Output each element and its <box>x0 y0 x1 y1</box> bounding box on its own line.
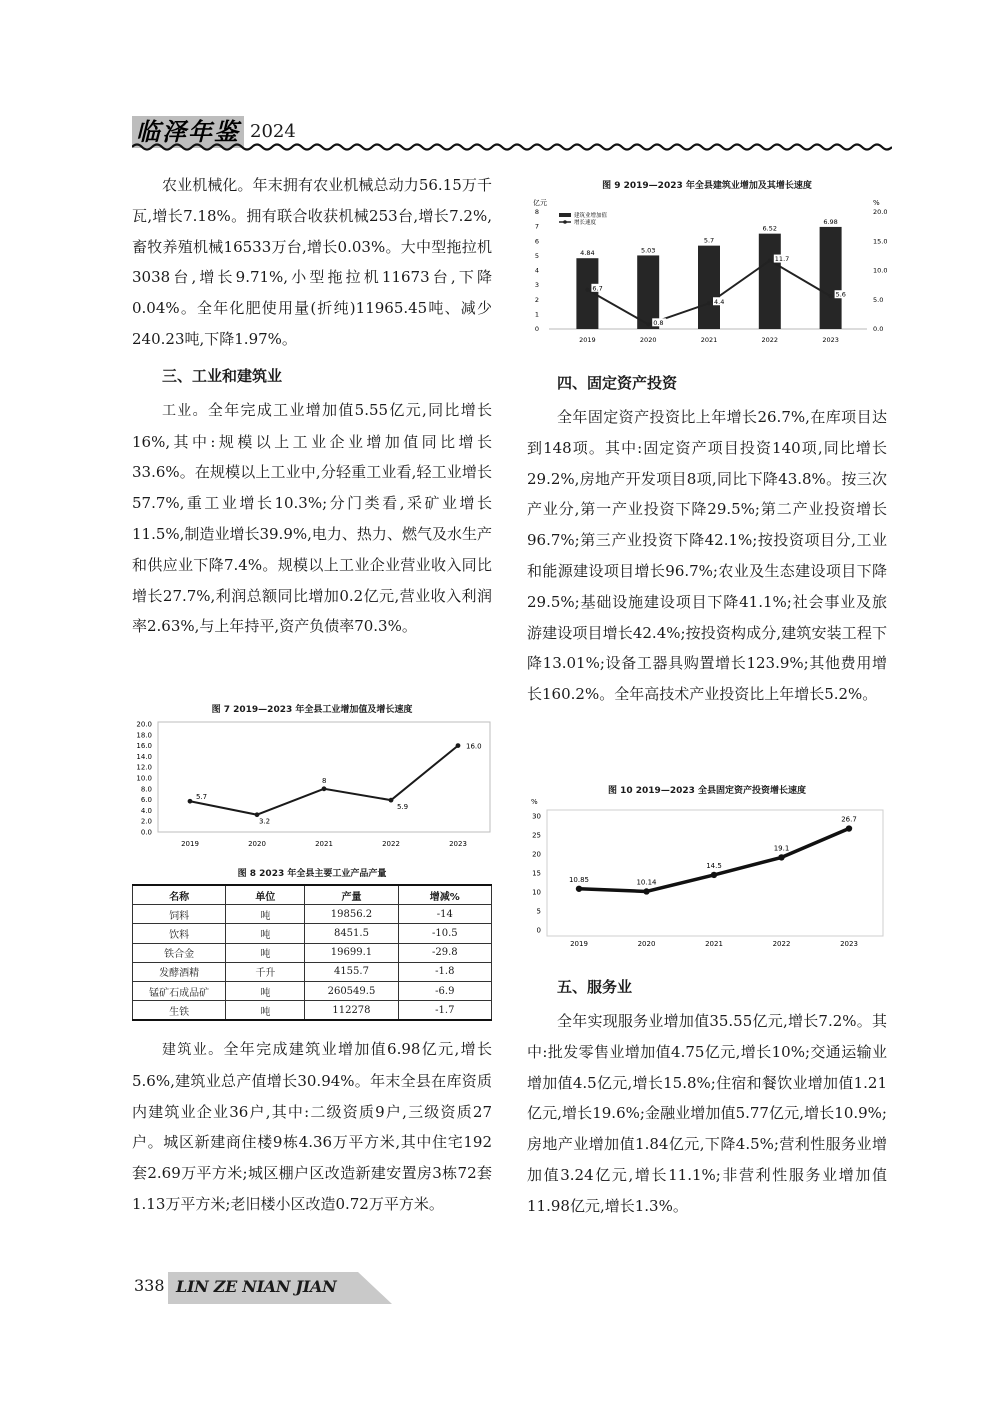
table8-caption: 图 8 2023 年全县主要工业产品产量 <box>237 869 387 879</box>
fig7-point <box>389 798 394 803</box>
fig7-x-axis <box>181 840 467 848</box>
fig9-x-tick: 2021 <box>700 336 718 344</box>
right-column-services <box>527 966 887 1222</box>
fig7-y-tick: 8.0 <box>140 785 152 794</box>
fig10-point-label: 19.1 <box>773 844 790 853</box>
paragraph-construction <box>132 1034 492 1220</box>
fig10-y-unit: % <box>531 798 538 806</box>
cell-change: -29.8 <box>398 943 491 962</box>
fig10-chart <box>527 796 887 952</box>
cell-output: 4155.7 <box>305 962 398 981</box>
fig9-growth-point <box>768 259 772 263</box>
fig9-right-tick: 10.0 <box>873 266 887 275</box>
fig9-right-tick: 0.0 <box>873 325 884 333</box>
fig9-left-tick: 1 <box>534 310 539 319</box>
cell-unit: 吨 <box>226 1001 305 1021</box>
cell-name: 生铁 <box>133 1001 226 1021</box>
page-number: 338 <box>134 1276 165 1295</box>
table-row <box>133 962 492 981</box>
fig9-left-axis-unit: 亿元 <box>533 199 547 207</box>
fig9-left-tick: 4 <box>534 266 539 275</box>
fig9-legend-line-marker <box>563 220 567 224</box>
fig7-point <box>456 743 461 748</box>
cell-output: 19699.1 <box>305 943 398 962</box>
cell-output: 112278 <box>305 1001 398 1021</box>
fig9-bar <box>759 234 781 329</box>
fig9-left-tick: 5 <box>534 251 539 260</box>
header-wave-line <box>132 145 892 150</box>
fig10-point <box>643 888 649 894</box>
fig9-legend-line-label: 增长速度 <box>574 220 597 226</box>
yearbook-year: 2024 <box>250 121 296 142</box>
fig10-y-tick: 20 <box>532 850 541 859</box>
fig10-point <box>846 825 852 831</box>
fig9-x-axis <box>579 336 839 344</box>
cell-change: -6.9 <box>398 981 491 1000</box>
fig9-growth-point <box>585 288 589 292</box>
fig10-x-tick: 2023 <box>840 940 858 948</box>
cell-unit: 千升 <box>226 962 305 981</box>
fig9-growth-point <box>707 301 711 305</box>
cell-output: 8451.5 <box>305 924 398 943</box>
fig9-bar <box>820 227 842 329</box>
col-name-header: 名称 <box>133 885 226 905</box>
paragraph-services: 全年实现服务业增加值35.55亿元,增长7.2%。其中:批发零售业增加值4.75亿元,增长10%;交通运输业增加值4.5亿元,增长15.8%;住宿和餐饮业增加值1.21亿元,增长19.6%;金融业增加值5.77亿元,增长10.9%;房地产业增加值1.84亿元,下降4.5%;营利性服务业增加值3.24亿元,增长11.1%;非营利性服务业增加值11.98亿元,增长1.3%。 <box>527 1012 887 1215</box>
fig10-y-tick: 0 <box>536 926 541 935</box>
fig9-bar <box>698 246 720 329</box>
left-column-bottom <box>132 1034 492 1220</box>
fig9-caption: 图 9 2019—2023 年全县建筑业增加及其增长速度 <box>602 181 812 191</box>
cell-output: 19856.2 <box>305 905 398 924</box>
fig10-x-tick: 2022 <box>772 940 791 948</box>
lead-construction: 建筑业。 <box>162 1042 224 1058</box>
fig7-point-label: 5.9 <box>397 803 409 812</box>
fig7-y-tick: 20.0 <box>136 720 152 729</box>
fig10-y-tick: 25 <box>532 831 541 840</box>
fig7-caption: 图 7 2019—2023 年全县工业增加值及增长速度 <box>211 705 413 715</box>
fig7-point <box>322 786 327 791</box>
cell-change: -14 <box>398 905 491 924</box>
cell-change: -1.8 <box>398 962 491 981</box>
fig10-y-tick: 10 <box>532 888 541 897</box>
fig9-legend-bar-label: 建筑业增加值 <box>574 213 608 219</box>
fig9-left-tick: 6 <box>534 237 539 246</box>
fig7-x-tick: 2021 <box>315 840 333 848</box>
fig9-bar-label: 4.84 <box>580 249 595 258</box>
fig9-right-tick: 15.0 <box>873 237 887 246</box>
fig9-right-axis-unit: % <box>873 199 880 207</box>
fig7-point-label: 8 <box>322 776 327 785</box>
fig9-growth-label: 6.7 <box>592 284 603 293</box>
fig10-x-axis <box>570 940 858 948</box>
table-row <box>133 905 492 924</box>
cell-change: -10.5 <box>398 924 491 943</box>
fig9-legend-bar-swatch <box>559 213 571 217</box>
table-row <box>133 924 492 943</box>
fig9-growth-label: 5.6 <box>835 290 846 299</box>
left-column-top <box>132 170 492 642</box>
table-header-row <box>133 885 492 905</box>
fig10-point-label: 26.7 <box>841 815 857 824</box>
cell-output: 260549.5 <box>305 981 398 1000</box>
fig10-y-tick: 30 <box>532 812 541 821</box>
fig9-right-axis <box>873 208 887 333</box>
fig9-bar-label: 5.7 <box>703 236 715 245</box>
footer-title: LIN ZE NIAN JIAN <box>176 1277 337 1296</box>
fig7-point-label: 3.2 <box>259 817 271 826</box>
fig7-x-tick: 2019 <box>181 840 199 848</box>
fig7-y-tick: 4.0 <box>140 806 152 815</box>
fig9-x-tick: 2019 <box>579 336 596 344</box>
col-output-header: 产量 <box>305 885 398 905</box>
fig9-growth-point <box>829 294 833 298</box>
fig9-left-tick: 3 <box>534 281 539 290</box>
fig9-bar-label: 5.03 <box>640 246 656 255</box>
cell-change: -1.7 <box>398 1001 491 1021</box>
fig7-y-axis <box>136 721 152 837</box>
fig10-y-tick: 5 <box>536 907 541 916</box>
fig7-point <box>255 812 260 817</box>
fig7-point <box>188 799 193 804</box>
paragraph-agri-mechanization: 农业机械化。年末拥有农业机械总动力56.15万千瓦,增长7.18%。拥有联合收获机械253台,增长7.2%,畜牧养殖机械16533万台,增长0.03%。大中型拖拉机3038台,增长9.71%,小型拖拉机11673台,下降0.04%。全年化肥使用量(折纯)11965.45吨、减少240.23吨,下降1.97%。 <box>132 176 492 348</box>
fig7-x-tick: 2020 <box>248 840 266 848</box>
fig9-x-tick: 2022 <box>761 336 779 344</box>
section-heading-investment: 四、固定资产投资 <box>557 374 678 392</box>
cell-unit: 吨 <box>226 905 305 924</box>
table-row <box>133 943 492 962</box>
fig10-point-label: 14.5 <box>706 861 722 870</box>
fig9-left-tick: 0 <box>534 325 539 333</box>
cell-name: 饮料 <box>133 924 226 943</box>
cell-unit: 吨 <box>226 924 305 943</box>
fig10-point <box>711 872 717 878</box>
fig10-point-label: 10.85 <box>568 875 590 884</box>
fig9-growth-label: 4.4 <box>714 297 725 306</box>
cell-name: 铁合金 <box>133 943 226 962</box>
yearbook-title: 临泽年鉴 <box>132 116 244 148</box>
paragraph-industry <box>132 395 492 642</box>
cell-unit: 吨 <box>226 981 305 1000</box>
col-unit-header: 单位 <box>226 885 305 905</box>
section-heading-services: 五、服务业 <box>557 978 633 996</box>
fig7-y-tick: 10.0 <box>136 774 152 783</box>
fig9-legend <box>559 211 608 226</box>
fig10-caption: 图 10 2019—2023 全县固定资产投资增长速度 <box>607 786 807 796</box>
section-heading-industry: 三、工业和建筑业 <box>162 366 283 385</box>
fig9-x-tick: 2023 <box>822 336 839 344</box>
fig7-x-tick: 2022 <box>382 840 400 848</box>
lead-industry: 工业。 <box>162 402 208 419</box>
paragraph-construction-body: 全年完成建筑业增加值6.98亿元,增长5.6%,建筑业总产值增长30.94%。年末全县在库资质内建筑业企业36户,其中:二级资质9户,三级资质27户。城区新建商住楼9栋4.36万平方米,其中住宅192套2.69万平方米;城区棚户区改造新建安置房3栋72套1.13万平方米;老旧楼小区改造0.72万平方米。 <box>132 1040 492 1213</box>
fig9-chart <box>527 192 887 348</box>
fig10-x-tick: 2020 <box>637 940 656 948</box>
paragraph-investment: 全年固定资产投资比上年增长26.7%,在库项目达到148项。其中:固定资产项目投资140项,同比增长29.2%,房地产开发项目8项,同比下降43.8%。按三次产业分,第一产业投资下降29.5%;第二产业投资增长96.7%;第三产业投资下降42.1%;按投资项目分,工业和能源建设项目增长96.7%;农业及生态建设项目下降29.5%;基础设施建设项目下降41.1%;社会事业及旅游建设项目增长42.4%;按投资构成分,建筑安装工程下降13.01%;设备工器具购置增长123.9%;其他费用增长160.2%。全年高技术产业投资比上年增长5.2%。 <box>527 408 887 704</box>
fig9-bar-label: 6.98 <box>823 217 838 226</box>
fig10-y-axis <box>532 813 541 935</box>
fig7-y-tick: 18.0 <box>136 731 152 740</box>
fig7-y-tick: 2.0 <box>140 817 152 826</box>
fig10-x-tick: 2019 <box>570 940 588 948</box>
table-row <box>133 981 492 1000</box>
fig9-growth-point <box>646 322 650 326</box>
fig10-y-tick: 15 <box>532 869 541 878</box>
fig9-bar-label: 6.52 <box>762 224 778 233</box>
fig9-left-tick: 2 <box>534 295 539 304</box>
fig10-x-tick: 2021 <box>705 940 723 948</box>
cell-name: 发酵酒精 <box>133 962 226 981</box>
fig9-left-tick: 8 <box>534 208 539 216</box>
fig7-y-tick: 6.0 <box>140 796 152 805</box>
fig7-y-tick: 16.0 <box>136 742 152 751</box>
fig9-growth-label: 0.8 <box>653 318 664 327</box>
table-row <box>133 1001 492 1021</box>
fig7-y-tick: 14.0 <box>136 752 152 761</box>
fig7-x-tick: 2023 <box>449 840 467 848</box>
fig10-point-label: 10.14 <box>636 878 657 887</box>
product-output-table <box>132 884 492 1021</box>
cell-name: 饲料 <box>133 905 226 924</box>
cell-name: 锰矿石成品矿 <box>133 981 226 1000</box>
paragraph-industry-body: 全年完成工业增加值5.55亿元,同比增长16%,其中:规模以上工业企业增加值同比增长33.6%。在规模以上工业中,分轻重工业看,轻工业增长57.7%,重工业增长10.3%;分门类看,采矿业增长11.5%,制造业增长39.9%,电力、热力、燃气及水生产和供应业下降7.4%。规模以上工业企业营业收入同比增长27.7%,利润总额同比增加0.2亿元,营业收入利润率2.63%,与上年持平,资产负债率70.3%。 <box>132 400 492 636</box>
fig7-chart <box>132 716 492 854</box>
fig7-y-tick: 12.0 <box>136 763 152 772</box>
cell-unit: 吨 <box>226 943 305 962</box>
fig9-left-tick: 7 <box>534 222 539 231</box>
fig9-x-tick: 2020 <box>639 336 657 344</box>
fig9-right-tick: 5.0 <box>873 295 884 304</box>
header-wave-rule <box>132 142 892 152</box>
right-column-investment <box>527 362 887 710</box>
fig9-bars <box>576 218 841 329</box>
fig9-growth-label: 11.7 <box>774 255 790 264</box>
col-change-header: 增减% <box>398 885 491 905</box>
fig7-y-tick: 0.0 <box>140 828 152 837</box>
fig10-point <box>778 854 784 860</box>
fig7-point-label: 5.7 <box>196 793 208 802</box>
fig7-point-label: 16.0 <box>466 742 482 751</box>
fig9-right-tick: 20.0 <box>873 208 887 216</box>
fig10-point <box>576 886 582 892</box>
